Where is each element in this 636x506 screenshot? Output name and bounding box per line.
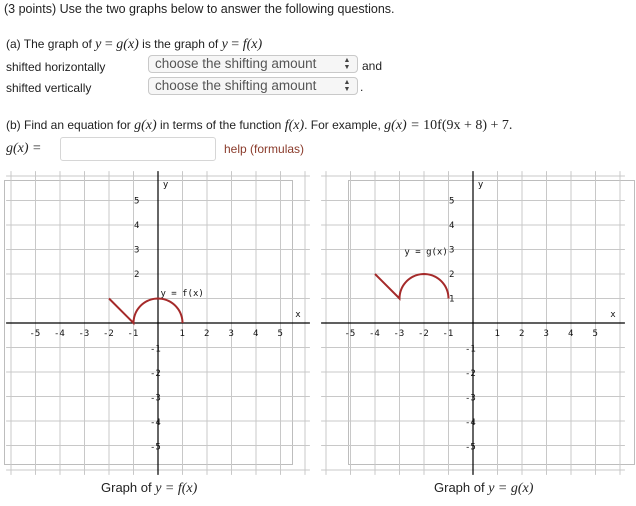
y-tick-label: -2 [465,369,476,379]
and-text: and [362,59,383,73]
y-tick-label: 5 [449,196,455,207]
y-tick-label: -5 [465,442,476,453]
x-tick-label: 3 [228,329,234,339]
select-arrows-icon: ▲ ▼ [343,57,351,71]
x-axis-label: x [610,309,616,320]
x-tick-label: -1 [127,329,139,339]
question-header: (3 points) Use the two graphs below to answer the following questions. [4,2,395,16]
graph-g-frame [344,180,635,465]
x-tick-label: -2 [103,329,114,339]
x-tick-label: 2 [204,329,210,339]
answer-input[interactable] [60,137,216,161]
horizontal-shift-select-value: choose the shifting amount [155,56,317,71]
y-tick-label: -3 [465,393,476,404]
y-tick-label: 1 [449,294,455,305]
graph-f-caption: Graph of y = f(x) [101,480,198,496]
select-arrows-icon: ▲ ▼ [343,79,351,93]
period-text: . [360,80,364,94]
y-tick-label: -3 [150,393,161,404]
part-a-y-var: y = g(x) [95,37,139,52]
x-tick-label: 1 [179,329,185,339]
function-curve [109,299,183,324]
x-tick-label: -4 [369,329,380,339]
help-formulas-link[interactable]: help (formulas) [224,142,305,156]
x-tick-label: -2 [418,329,429,339]
curve-label: y = g(x) [404,247,448,258]
y-tick-label: -5 [150,442,161,453]
vertical-shift-select[interactable] [148,77,358,95]
graph-g [344,180,634,464]
answer-label: g(x) = [6,141,42,156]
part-a-mid: is the graph of [138,37,222,51]
y-axis-label: y [477,180,484,191]
part-a-f-expr: y = f(x) [221,37,263,52]
y-tick-label: 4 [134,221,140,231]
y-tick-label: 3 [449,245,455,256]
vertical-shift-select-value: choose the shifting amount [155,78,317,93]
graph-f-frame [4,180,301,465]
y-tick-label: 4 [449,221,455,231]
part-a-prompt [6,37,262,53]
x-tick-label: -5 [29,329,41,339]
vertical-shift-label: shifted vertically [6,81,92,95]
x-tick-label: -1 [442,329,454,339]
x-tick-label: -3 [78,329,90,339]
y-tick-label: -2 [150,369,161,379]
y-tick-label: 2 [449,270,455,280]
part-b-prompt: (b) Find an equation for g(x) in terms of the function f(x). For example, g(x) = 10f(9x + 8) + 7. [6,118,513,133]
graph-f [5,180,301,464]
x-tick-label: 4 [253,329,259,339]
y-tick-label: 5 [134,196,140,207]
y-tick-label: -4 [465,418,476,428]
x-tick-label: 3 [543,329,549,339]
x-tick-label: -3 [393,329,405,339]
x-tick-label: 2 [519,329,525,339]
y-tick-label: -1 [465,344,476,355]
x-tick-label: 4 [568,329,574,339]
y-tick-label: -1 [150,344,161,355]
x-tick-label: -4 [54,329,65,339]
y-axis-label: y [162,180,169,191]
x-axis-label: x [295,309,301,320]
part-a-prefix: (a) The graph of [6,37,96,51]
horizontal-shift-select[interactable] [148,55,358,73]
x-tick-label: -5 [344,329,356,339]
y-tick-label: -4 [150,418,161,428]
x-tick-label: 1 [494,329,500,339]
y-tick-label: 3 [134,245,140,256]
x-tick-label: 5 [592,329,598,339]
graph-g-caption: Graph of y = g(x) [434,480,534,496]
function-curve [375,274,449,299]
x-tick-label: 5 [277,329,283,339]
horizontal-shift-label: shifted horizontally [6,60,106,74]
y-tick-label: 2 [134,270,140,280]
curve-label: y = f(x) [160,289,204,300]
